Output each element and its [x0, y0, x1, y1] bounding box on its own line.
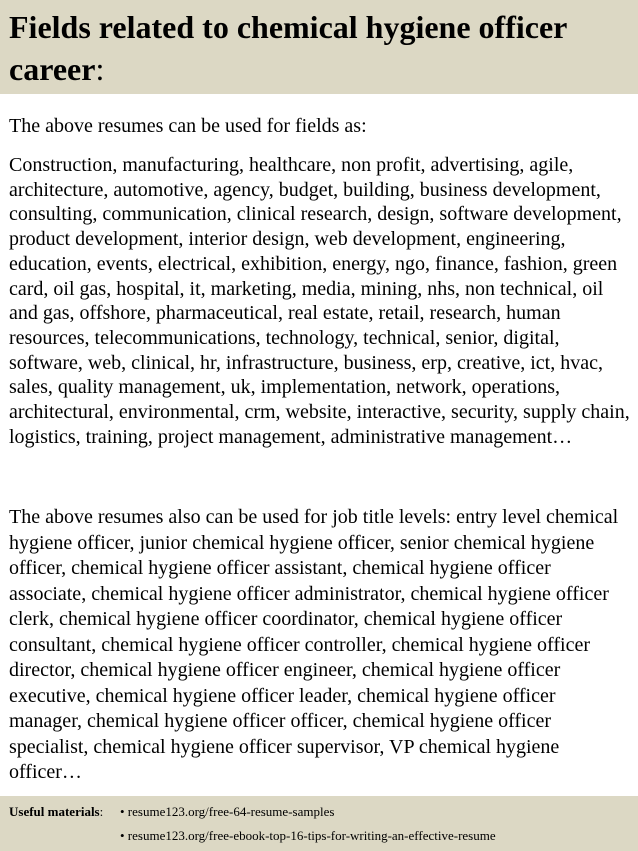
fields-paragraph: Construction, manufacturing, healthcare, non profit, advertising, agile, architecture, automotive, agency, budget, building, business development, consulting, communication, clinical research, design, software development, product development, interior design, web development, engineering, education, events, electrical, exhibition, energy, ngo, finance, fashion, green card, oil gas, hospital, it, marketing, media, mining, nhs, non technical, oil and gas, offshore, pharmaceutical, real estate, retail, research, human resources, telecommunications, technology, technical, senior, digital, software, web, clinical, hr, infrastructure, business, erp, creative, ict, hvac, sales, quality management, uk, implementation, network, operations, architectural, environmental, crm, website, interactive, security, supply chain, logistics, training, project management, administrative management… — [9, 154, 630, 448]
page-title-colon: : — [95, 51, 105, 87]
page-title-text: Fields related to chemical hygiene officer career — [9, 9, 567, 87]
useful-materials-label-colon: : — [99, 804, 104, 819]
page-title — [9, 6, 629, 90]
resume-samples-link[interactable]: • resume123.org/free-64-resume-samples — [120, 804, 335, 819]
useful-materials-label-text: Useful materials — [9, 804, 100, 819]
ebook-tips-link[interactable]: • resume123.org/free-ebook-top-16-tips-for-writing-an-effective-resume — [120, 828, 496, 843]
job-levels-paragraph: The above resumes also can be used for job title levels: entry level chemical hygiene officer, junior chemical hygiene officer, senior chemical hygiene officer, chemical hygiene officer assistant, chemical hygiene officer associate, chemical hygiene officer administrator, chemical hygiene officer clerk, chemical hygiene officer coordinator, chemical hygiene officer consultant, chemical hygiene officer controller, chemical hygiene officer director, chemical hygiene officer engineer, chemical hygiene officer executive, chemical hygiene officer leader, chemical hygiene officer manager, chemical hygiene officer officer, chemical hygiene officer specialist, chemical hygiene officer supervisor, VP chemical hygiene officer… — [9, 506, 619, 783]
useful-materials-label — [9, 803, 103, 821]
intro-paragraph: The above resumes can be used for fields as: — [9, 115, 367, 137]
